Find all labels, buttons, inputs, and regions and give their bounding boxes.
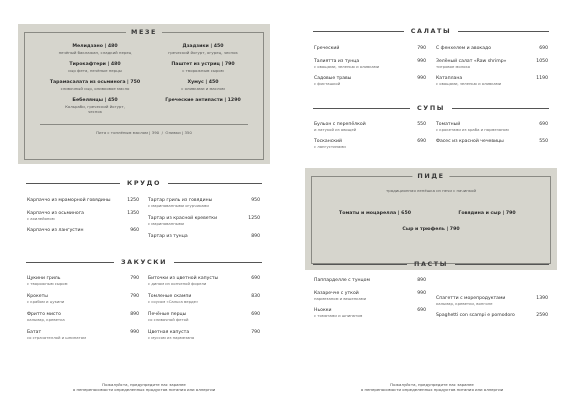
menu-item: Казаречче с уткой пармезаном и вешенками 990	[314, 291, 426, 301]
menu-item: Крокеты с крабом и цукини 790	[27, 294, 139, 304]
supy-heading: СУПЫ	[313, 103, 549, 113]
menu-item: Греческий 790	[314, 46, 426, 51]
pide-item: Сыр и трюфель | 790	[402, 227, 460, 232]
allergy-note: Пожалуйста, предупредите нас заранее о непереносимости определенных продуктов питания или аллергии	[360, 382, 504, 392]
menu-item: Фасес из красной чечевицы 550	[436, 139, 548, 144]
pide-item: Томаты и моцарелла | 650	[339, 211, 411, 216]
meze-item: Бебелянцы | 450 Кольраби, греческий йогурт, чеснок	[65, 98, 125, 114]
meze-item: Греческие антипасти | 1290	[165, 98, 241, 103]
pide-item: Говядина и сыр | 790	[458, 211, 516, 216]
menu-item: Бульон с перепёлкой и латукой из овощей 550	[314, 122, 426, 132]
meze-item: Мелидзано | 480 печёный баклажан, сладкий перец	[58, 44, 132, 55]
meze-item: Дзадзики | 450 греческий йогурт, огурец, чеснок	[168, 44, 238, 55]
menu-item: Тосканский с лангустинами 690	[314, 139, 426, 149]
menu-item: Ньокки с томатами и шпинатом 690	[314, 308, 426, 318]
menu-item: Зелёный салат «Raw shrimp» тигровое молоко 1050	[436, 59, 548, 69]
menu-item: Тартар гриль из говядины с маринованными огурчиками 950	[148, 198, 260, 208]
menu-item: Тартар из красной креветки с маринованными 1250	[148, 216, 260, 226]
menu-item: Фритто мисто кальмар, креветка 890	[27, 312, 139, 322]
menu-item: Батат со страчателлой и шпинатом 990	[27, 330, 139, 340]
menu-item: Карпаччо из лангустин 960	[27, 228, 139, 233]
pide-title: ПИДЕ	[412, 172, 449, 180]
menu-item: Карпаччо из осьминога с ахилейоном 1350	[27, 211, 139, 221]
menu-item: Спагетти с морепродуктами кальмар, креветки, вонголе 1390	[436, 296, 548, 306]
menu-item: Томатный с крокетами из краба и пармезаном 690	[436, 122, 548, 132]
menu-item: Карпаччо из мраморной говядины 1250	[27, 198, 139, 203]
meze-item: Паштет из устриц | 790 с творожным сыром	[171, 62, 235, 73]
menu-item: Биточки из цветной капусты с дипом из копченой форели 690	[148, 276, 260, 286]
menu-item: Томленые скампи с соусом «Сальса верде» 830	[148, 294, 260, 304]
menu-item: С фенхелем и авокадо 690	[436, 46, 548, 51]
krudo-heading: КРУДО	[26, 178, 262, 188]
menu-item: Печёные перцы со сливочной фетой 690	[148, 312, 260, 322]
menu-item: Садовые травы с фисташкой 990	[314, 76, 426, 86]
menu-item: Цветная капуста с муссом из пармезана 790	[148, 330, 260, 340]
menu-item: Spaghetti con scampi e pomodoro 2590	[436, 313, 548, 318]
menu-item: Цукини гриль с творожным сыром 790	[27, 276, 139, 286]
meze-item: Тирокафтери | 480 сыр фета, печёные перцы	[68, 62, 122, 73]
salaty-heading: САЛАТЫ	[313, 26, 549, 36]
menu-item: Тартар из тунца 890	[148, 234, 260, 239]
meze-extras: Пита с топлёным маслом | 390 / Оливки | 350	[96, 130, 192, 135]
menu-item: Катаплана с овощами, зеленью и оливками 1190	[436, 76, 548, 86]
allergy-note: Пожалуйста, предупредите нас заранее о непереносимости определенных продуктов питания или аллергии	[72, 382, 216, 392]
meze-title: МЕЗЕ	[126, 28, 162, 36]
zakuski-heading: ЗАКУСКИ	[26, 257, 262, 267]
meze-item: Хумус | 450 с оливками и маслом	[181, 80, 225, 91]
meze-item: Тарамасалата из осьминога | 750 сливочный сыр, оливковое масло	[49, 80, 141, 91]
pasty-heading: ПАСТЫ	[313, 259, 549, 269]
menu-item: Талиятта из тунца с овощами, зеленью и оливками 990	[314, 59, 426, 69]
pide-subtitle: традиционная лепёшка из печи с начинкой	[385, 188, 477, 193]
menu-item: Паппарделле с тунцом 890	[314, 278, 426, 283]
